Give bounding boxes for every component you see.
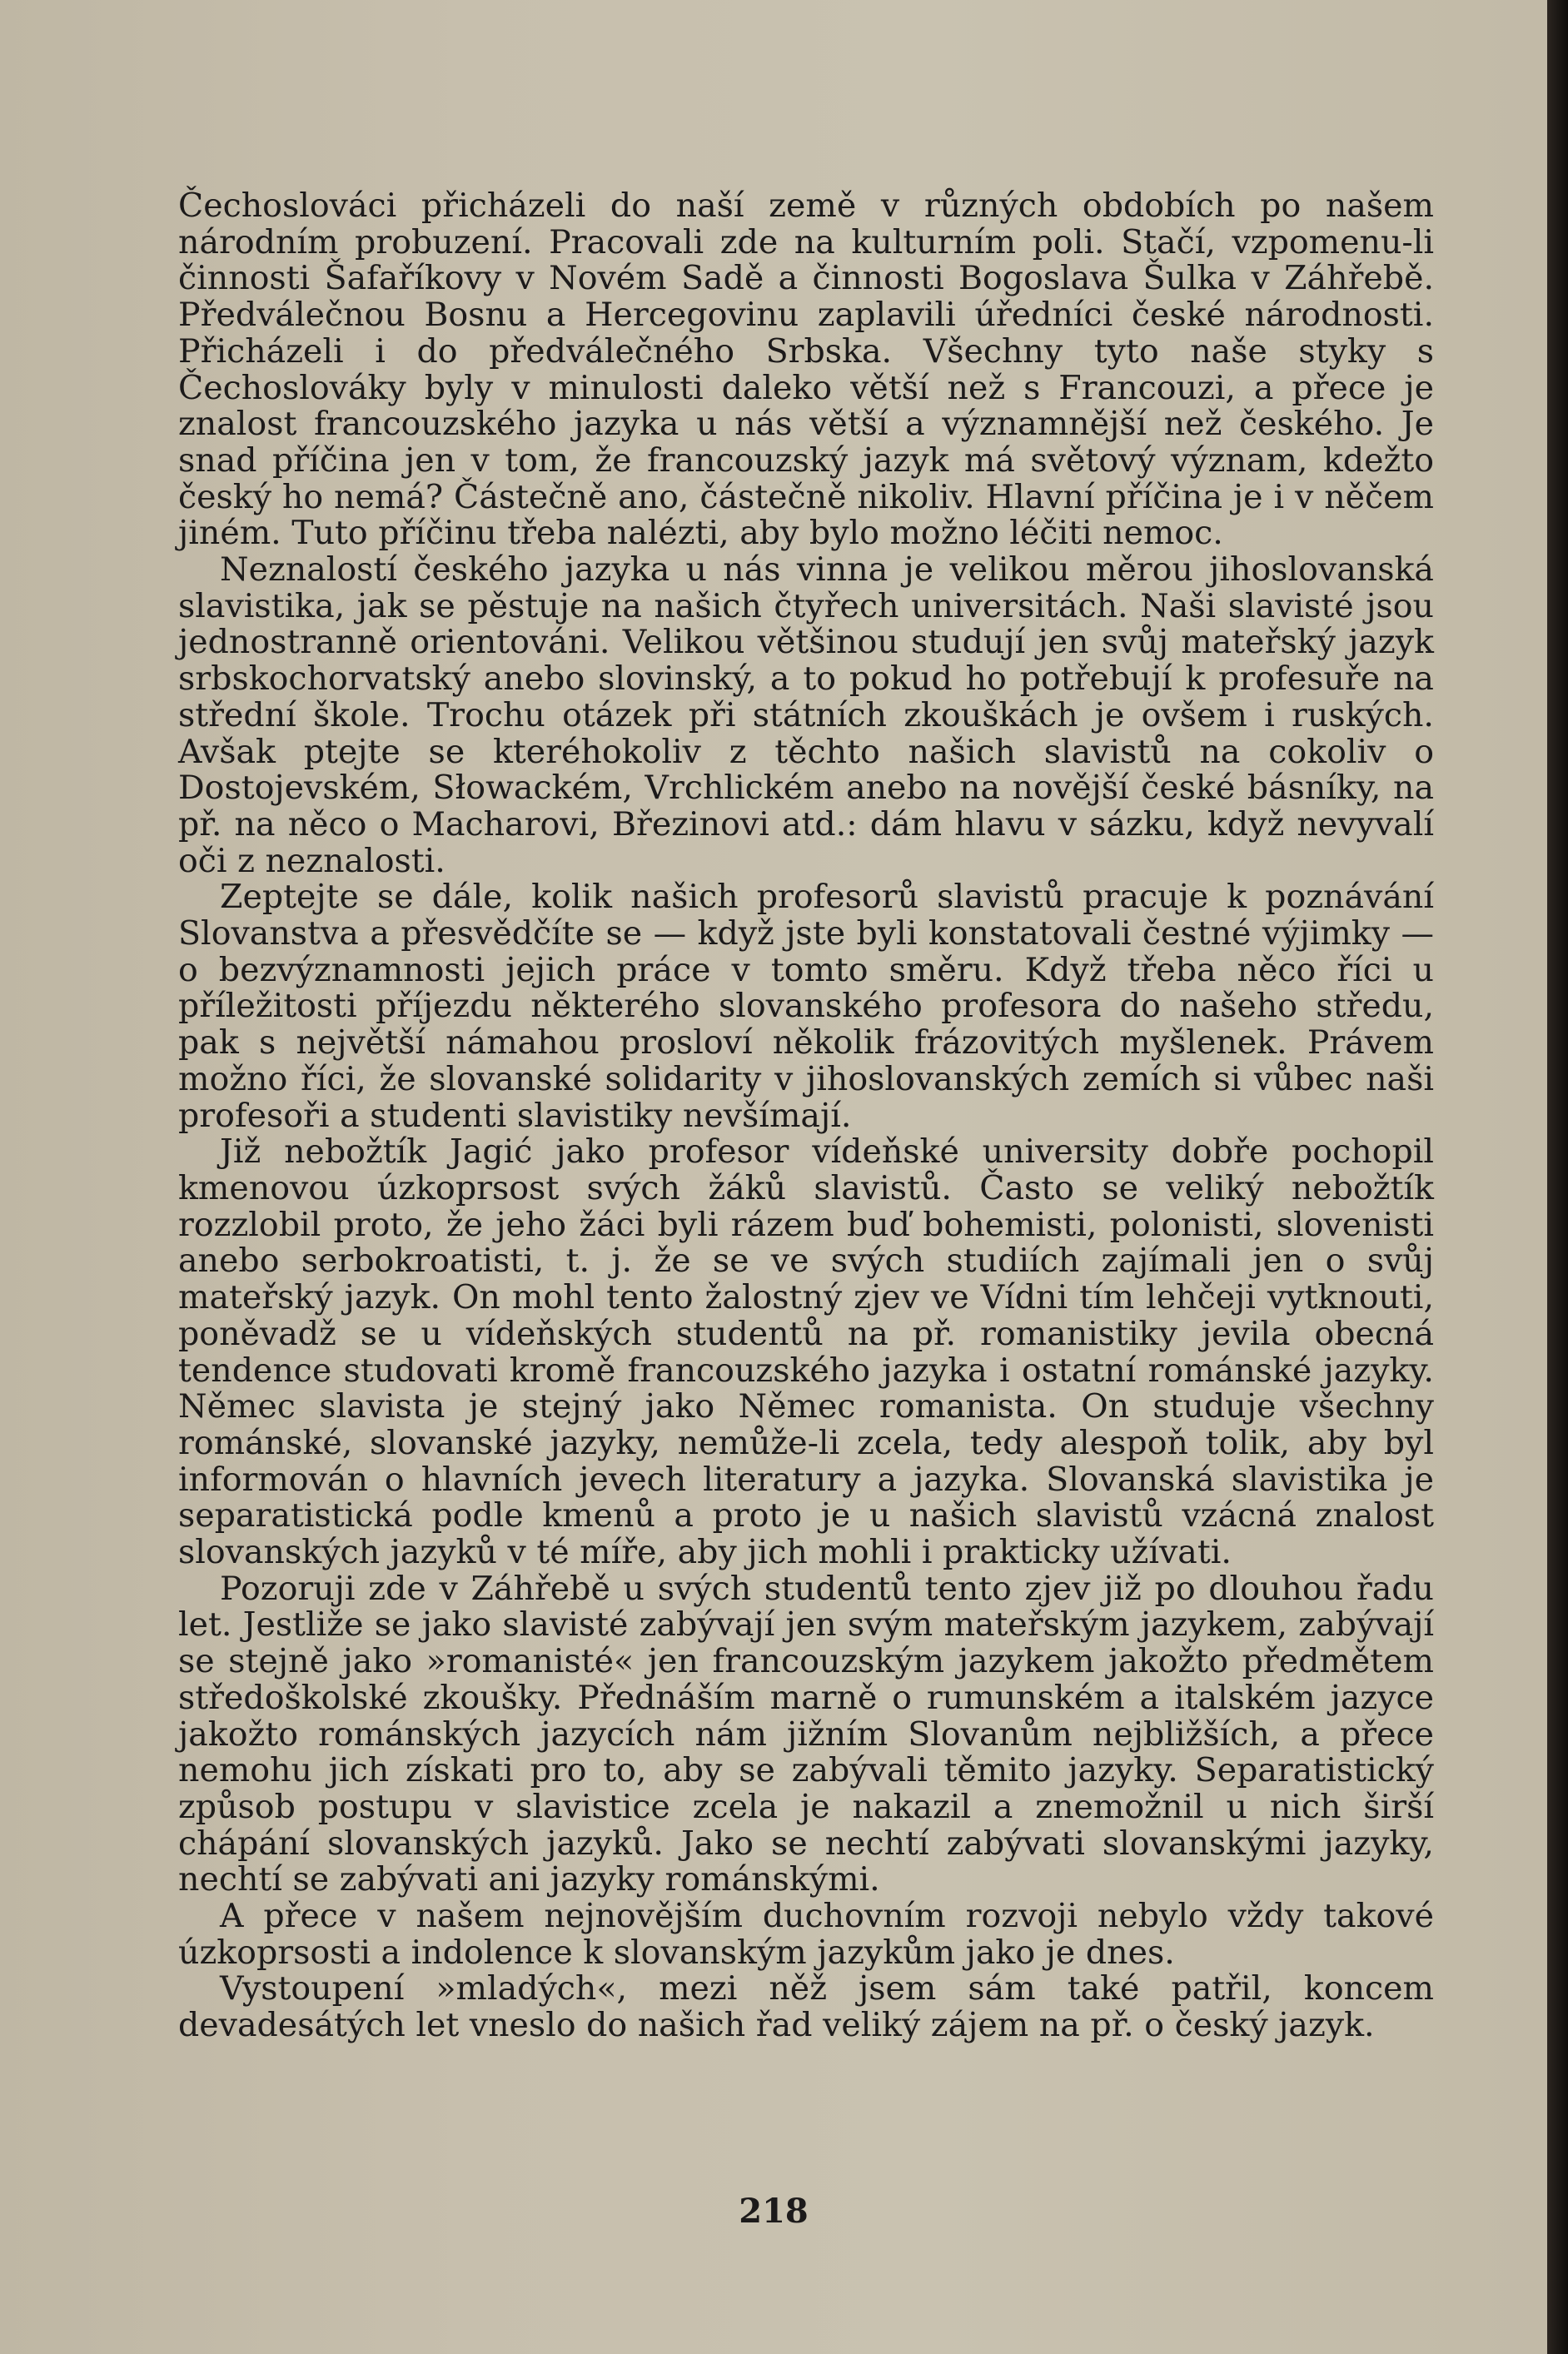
paragraph-2: Neznalostí českého jazyka u nás vinna je velikou měrou jihoslovanská slavistika, jak se pěstuje na našich čtyřech universitách. Naši slavisté jsou jednostranně orientováni. Velikou většinou studují jen svůj mateřský jazyk srbskochorvatský anebo slovinský, a to pokud ho potřebují k profesuře na střední škole. Trochu otázek při státních zkouškách je ovšem i ruských. Avšak ptejte se kteréhokoliv z těchto našich slavistů na cokoliv o Dostojevském, Słowackém, Vrchlickém anebo na novější české básníky, na př. na něco o Macharovi, Březinovi atd.: dám hlavu v sázku, když nevyvalí oči z neznalosti. — [178, 550, 1434, 880]
paragraph-5: Pozoruji zde v Záhřebě u svých studentů tento zjev již po dlouhou řadu let. Jestliže se jako slavisté zabývají jen svým mateřským jazykem, zabývají se stejně jako »romanisté« jen francouzským jazykem jakožto předmětem středoškolské zkoušky. Přednáším marně o rumunském a italském jazyce jakožto románských jazycích nám jižním Slovanům nejbližších, a přece nemohu jich získati pro to, aby se zabývali těmito jazyky. Separatistický způsob postupu v slavistice zcela je nakazil a znemožnil u nich širší chápání slovanských jazyků. Jako se nechtí zabývati slovanskými jazyky, nechtí se zabývati ani jazyky románskými. — [178, 1569, 1434, 1899]
body-text — [178, 188, 1434, 2044]
paragraph-1: Čechoslováci přicházeli do naší země v různých obdobích po našem národním probuzení. Pracovali zde na kulturním poli. Stačí, vzpomenu-li činnosti Šafaříkovy v Novém Sadě a činnosti Bogoslava Šulka v Záhřebě. Předválečnou Bosnu a Hercegovinu zaplavili úředníci české národnosti. Přicházeli i do předválečného Srbska. Všechny tyto naše styky s Čechoslováky byly v minulosti daleko větší než s Francouzi, a přece je znalost francouzského jazyka u nás větší a významnější než českého. Je snad příčina jen v tom, že francouzský jazyk má světový význam, kdežto český ho nemá? Částečně ano, částečně nikoliv. Hlavní příčina je i v něčem jiném. Tuto příčinu třeba nalézti, aby bylo možno léčiti nemoc. — [178, 187, 1434, 553]
binding-edge — [1547, 0, 1568, 2354]
paragraph-3: Zeptejte se dále, kolik našich profesorů slavistů pracuje k poznávání Slovanstva a přesvědčíte se — když jste byli konstatovali čestné výjimky — o bezvýznamnosti jejich práce v tomto směru. Když třeba něco říci u příležitosti příjezdu některého slovanského profesora do našeho středu, pak s největší námahou prosloví několik frázovitých myšlenek. Právem možno říci, že slovanské solidarity v jihoslovanských zemích si vůbec naši profesoři a studenti slavistiky nevšímají. — [178, 878, 1434, 1135]
paragraph-6: A přece v našem nejnovějším duchovním rozvoji nebylo vždy takové úzkoprsosti a indolence k slovanským jazykům jako je dnes. — [178, 1897, 1434, 1972]
paragraph-4: Již nebožtík Jagić jako profesor vídeňské university dobře pochopil kmenovou úzkoprsost svých žáků slavistů. Často se veliký nebožtík rozzlobil proto, že jeho žáci byli rázem buď bohemisti, polonisti, slovenisti anebo serbokroatisti, t. j. že se ve svých studiích zajímali jen o svůj mateřský jazyk. On mohl tento žalostný zjev ve Vídni tím lehčeji vytknouti, poněvadž se u vídeňských studentů na př. romanistiky jevila obecná tendence studovati kromě francouzského jazyka i ostatní románské jazyky. Němec slavista je stejný jako Němec romanista. On studuje všechny románské, slovanské jazyky, nemůže-li zcela, tedy alespoň tolik, aby byl informován o hlavních jevech literatury a jazyka. Slovanská slavistika je separatistická podle kmenů a proto je u našich slavistů vzácná znalost slovanských jazyků v té míře, aby jich mohli i prakticky užívati. — [178, 1132, 1434, 1572]
page-number: 218 — [739, 2192, 809, 2231]
paragraph-7: Vystoupení »mladých«, mezi něž jsem sám také patřil, koncem devadesátých let vneslo do našich řad veliký zájem na př. o český jazyk. — [178, 1969, 1434, 2045]
